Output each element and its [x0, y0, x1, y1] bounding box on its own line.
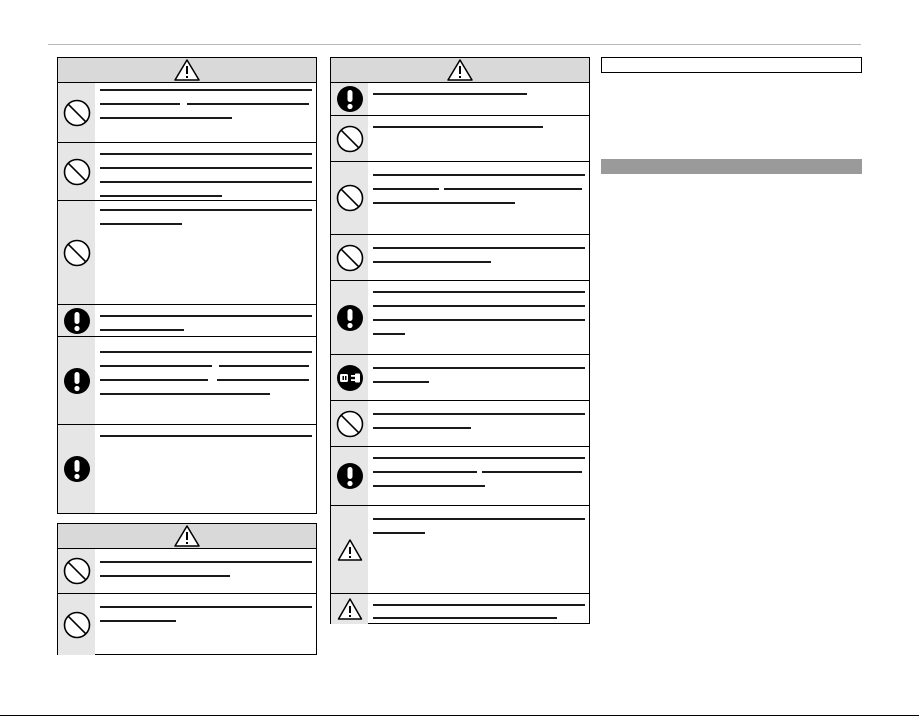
prohibited-icon [62, 610, 92, 640]
prohibited-icon [62, 157, 92, 187]
exclamation-icon [335, 84, 365, 114]
prohibited-icon [335, 124, 365, 154]
warning-triangle-icon [174, 59, 200, 81]
caution-row [331, 235, 589, 281]
caution-row [331, 83, 589, 116]
right-section-bar [601, 159, 862, 174]
warning-triangle-icon [447, 59, 473, 81]
panel-header [58, 524, 316, 549]
exclamation-icon [62, 306, 92, 336]
caution-row [331, 594, 589, 624]
warning-triangle-icon [337, 597, 363, 621]
panel-header [58, 58, 316, 83]
prohibited-icon [335, 243, 365, 273]
warning-triangle-icon [174, 525, 200, 547]
caution-row [58, 594, 316, 655]
prohibited-icon [335, 409, 365, 439]
warning-row [58, 305, 316, 337]
caution-row [331, 506, 589, 594]
warning-row [58, 83, 316, 143]
caution-row [331, 447, 589, 506]
right-heading-box [601, 57, 862, 73]
exclamation-icon [62, 366, 92, 396]
warning-row [58, 337, 316, 425]
panel-header [331, 58, 589, 83]
warning-row [58, 425, 316, 513]
top-rule [48, 44, 861, 45]
exclamation-icon [335, 461, 365, 491]
caution-row [331, 162, 589, 235]
warning-triangle-icon [337, 538, 363, 562]
warning-row [58, 143, 316, 201]
prohibited-icon [62, 238, 92, 268]
prohibited-icon [62, 98, 92, 128]
caution-row [58, 549, 316, 594]
warning-row [58, 201, 316, 305]
caution-row [331, 401, 589, 447]
caution-panel-middle [330, 57, 590, 624]
caution-row [331, 355, 589, 401]
unplug-icon [335, 363, 365, 393]
bottom-rule [0, 715, 919, 716]
caution-row [331, 116, 589, 162]
prohibited-icon [62, 556, 92, 586]
prohibited-icon [335, 183, 365, 213]
warning-panel-left [57, 57, 317, 514]
exclamation-icon [335, 303, 365, 333]
caution-panel-left [57, 523, 317, 655]
caution-row [331, 281, 589, 355]
exclamation-icon [62, 454, 92, 484]
